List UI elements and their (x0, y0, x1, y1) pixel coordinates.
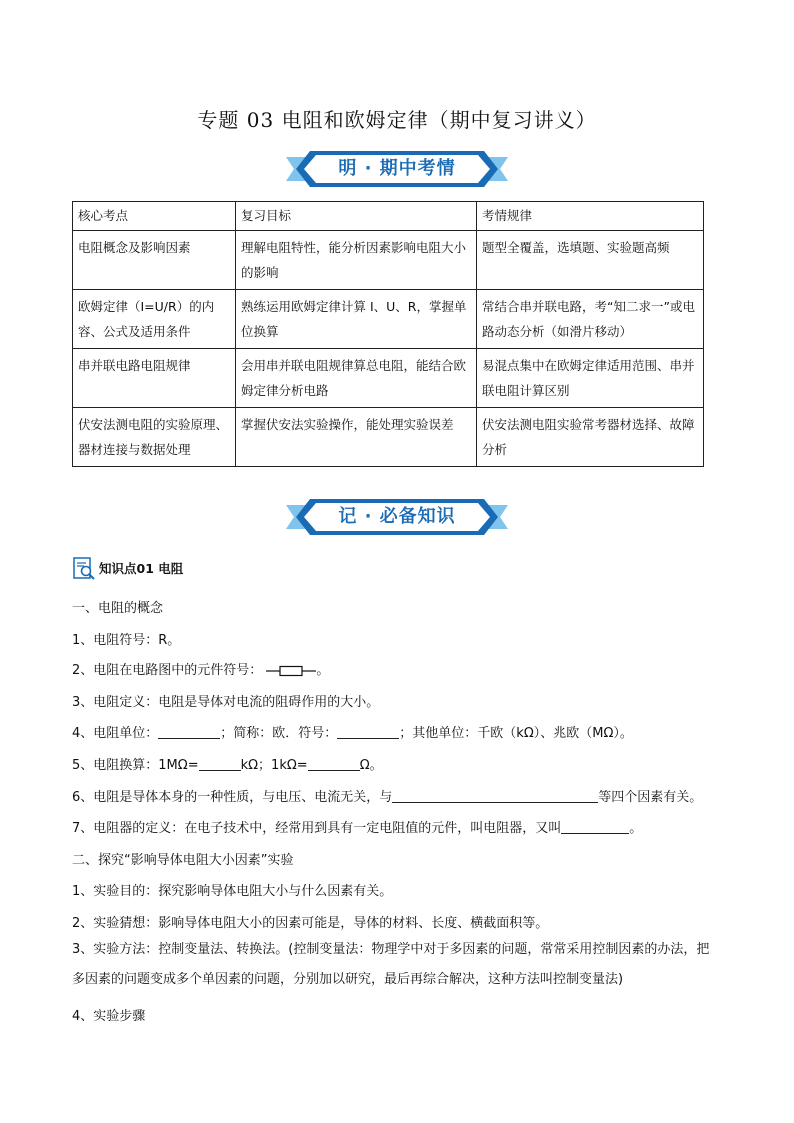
table-cell: 伏安法测电阻的实验原理、器材连接与数据处理 (73, 408, 236, 467)
table-cell: 熟练运用欧姆定律计算 I、U、R，掌握单位换算 (236, 290, 477, 349)
text-line: 二、探究“影响导体电阻大小因素”实验 (72, 853, 294, 868)
text-segment: 7、电阻器的定义：在电子技术中，经常用到具有一定电阻值的元件，叫电阻器，又叫 (72, 821, 562, 836)
table-header-cell: 复习目标 (236, 202, 477, 231)
text-line (72, 722, 732, 741)
table-header-cell: 核心考点 (73, 202, 236, 231)
text-segment: Ω。 (359, 758, 383, 773)
text-line: 一、电阻的概念 (72, 601, 164, 616)
text-line: 3、电阻定义：电阻是导体对电流的阻碍作用的大小。 (72, 695, 380, 710)
table-cell: 易混点集中在欧姆定律适用范围、串并联电阻计算区别 (477, 349, 704, 408)
section-banner-exam (286, 149, 508, 189)
table-cell: 伏安法测电阻实验常考器材选择、故障分析 (477, 408, 704, 467)
table-row (73, 290, 704, 349)
page-title: 专题 03 电阻和欧姆定律（期中复习讲义） (197, 108, 597, 132)
text-line: 1、实验目的：探究影响导体电阻大小与什么因素有关。 (72, 884, 393, 899)
fill-in-blank[interactable] (199, 756, 241, 771)
table-row (73, 231, 704, 290)
table-header-row (73, 202, 704, 231)
table-cell: 常结合串并联电路，考“知二求一”或电路动态分析（如滑片移动） (477, 290, 704, 349)
knowledge-point-title: 知识点01 电阻 (99, 561, 184, 576)
text-paragraph: 3、实验方法：控制变量法、转换法。(控制变量法：物理学中对于多因素的问题，常常采用控制因素的办法，把多因素的问题变成多个单因素的问题，分别加以研究，最后再综合解决，这种方法叫控制变量法) (72, 942, 710, 987)
text-segment: 4、电阻单位： (72, 726, 159, 741)
text-line (72, 817, 732, 836)
table-cell: 理解电阻特性，能分析因素影响电阻大小的影响 (236, 231, 477, 290)
table-cell: 串并联电路电阻规律 (73, 349, 236, 408)
banner-label: 明 · 期中考情 (338, 158, 456, 179)
fill-in-blank[interactable] (337, 724, 399, 739)
table-cell: 题型全覆盖，选填题、实验题高频 (477, 231, 704, 290)
text-line (72, 754, 732, 773)
table-row (73, 408, 704, 467)
table-row (73, 349, 704, 408)
text-segment: 6、电阻是导体本身的一种性质，与电压、电流无关，与 (72, 790, 393, 805)
fill-in-blank[interactable] (308, 756, 360, 771)
banner-label: 记 · 必备知识 (338, 506, 456, 527)
text-line: 2、实验猜想：影响导体电阻大小的因素可能是，导体的材料、长度、横截面积等。 (72, 916, 549, 931)
text-line: 4、实验步骤 (72, 1009, 146, 1024)
text-line (72, 659, 732, 678)
knowledge-point-heading (72, 556, 183, 580)
text-segment: 2、电阻在电路图中的元件符号： (72, 663, 263, 678)
table-cell: 欧姆定律（I=U/R）的内容、公式及适用条件 (73, 290, 236, 349)
text-line: 1、电阻符号：R。 (72, 633, 181, 648)
text-segment: 5、电阻换算：1MΩ= (72, 758, 199, 773)
fill-in-blank[interactable] (158, 724, 220, 739)
text-segment: ；其他单位：千欧（kΩ）、兆欧（MΩ）。 (399, 726, 633, 741)
magnifier-document-icon (72, 556, 96, 580)
text-segment: kΩ；1kΩ= (240, 758, 308, 773)
table-cell: 掌握伏安法实验操作，能处理实验误差 (236, 408, 477, 467)
fill-in-blank[interactable] (561, 819, 629, 834)
table-cell: 会用串并联电阻规律算总电阻，能结合欧姆定律分析电路 (236, 349, 477, 408)
table-cell: 电阻概念及影响因素 (73, 231, 236, 290)
text-segment: 等四个因素有关。 (598, 790, 703, 805)
table-header-cell: 考情规律 (477, 202, 704, 231)
text-segment: 。 (629, 821, 643, 836)
exam-analysis-table (72, 201, 704, 467)
text-segment: 。 (316, 663, 330, 678)
fill-in-blank[interactable] (392, 788, 598, 803)
resistor-symbol-icon (266, 665, 316, 677)
text-line (72, 786, 732, 805)
text-segment: ；简称：欧．符号： (220, 726, 338, 741)
section-banner-knowledge (286, 497, 508, 537)
